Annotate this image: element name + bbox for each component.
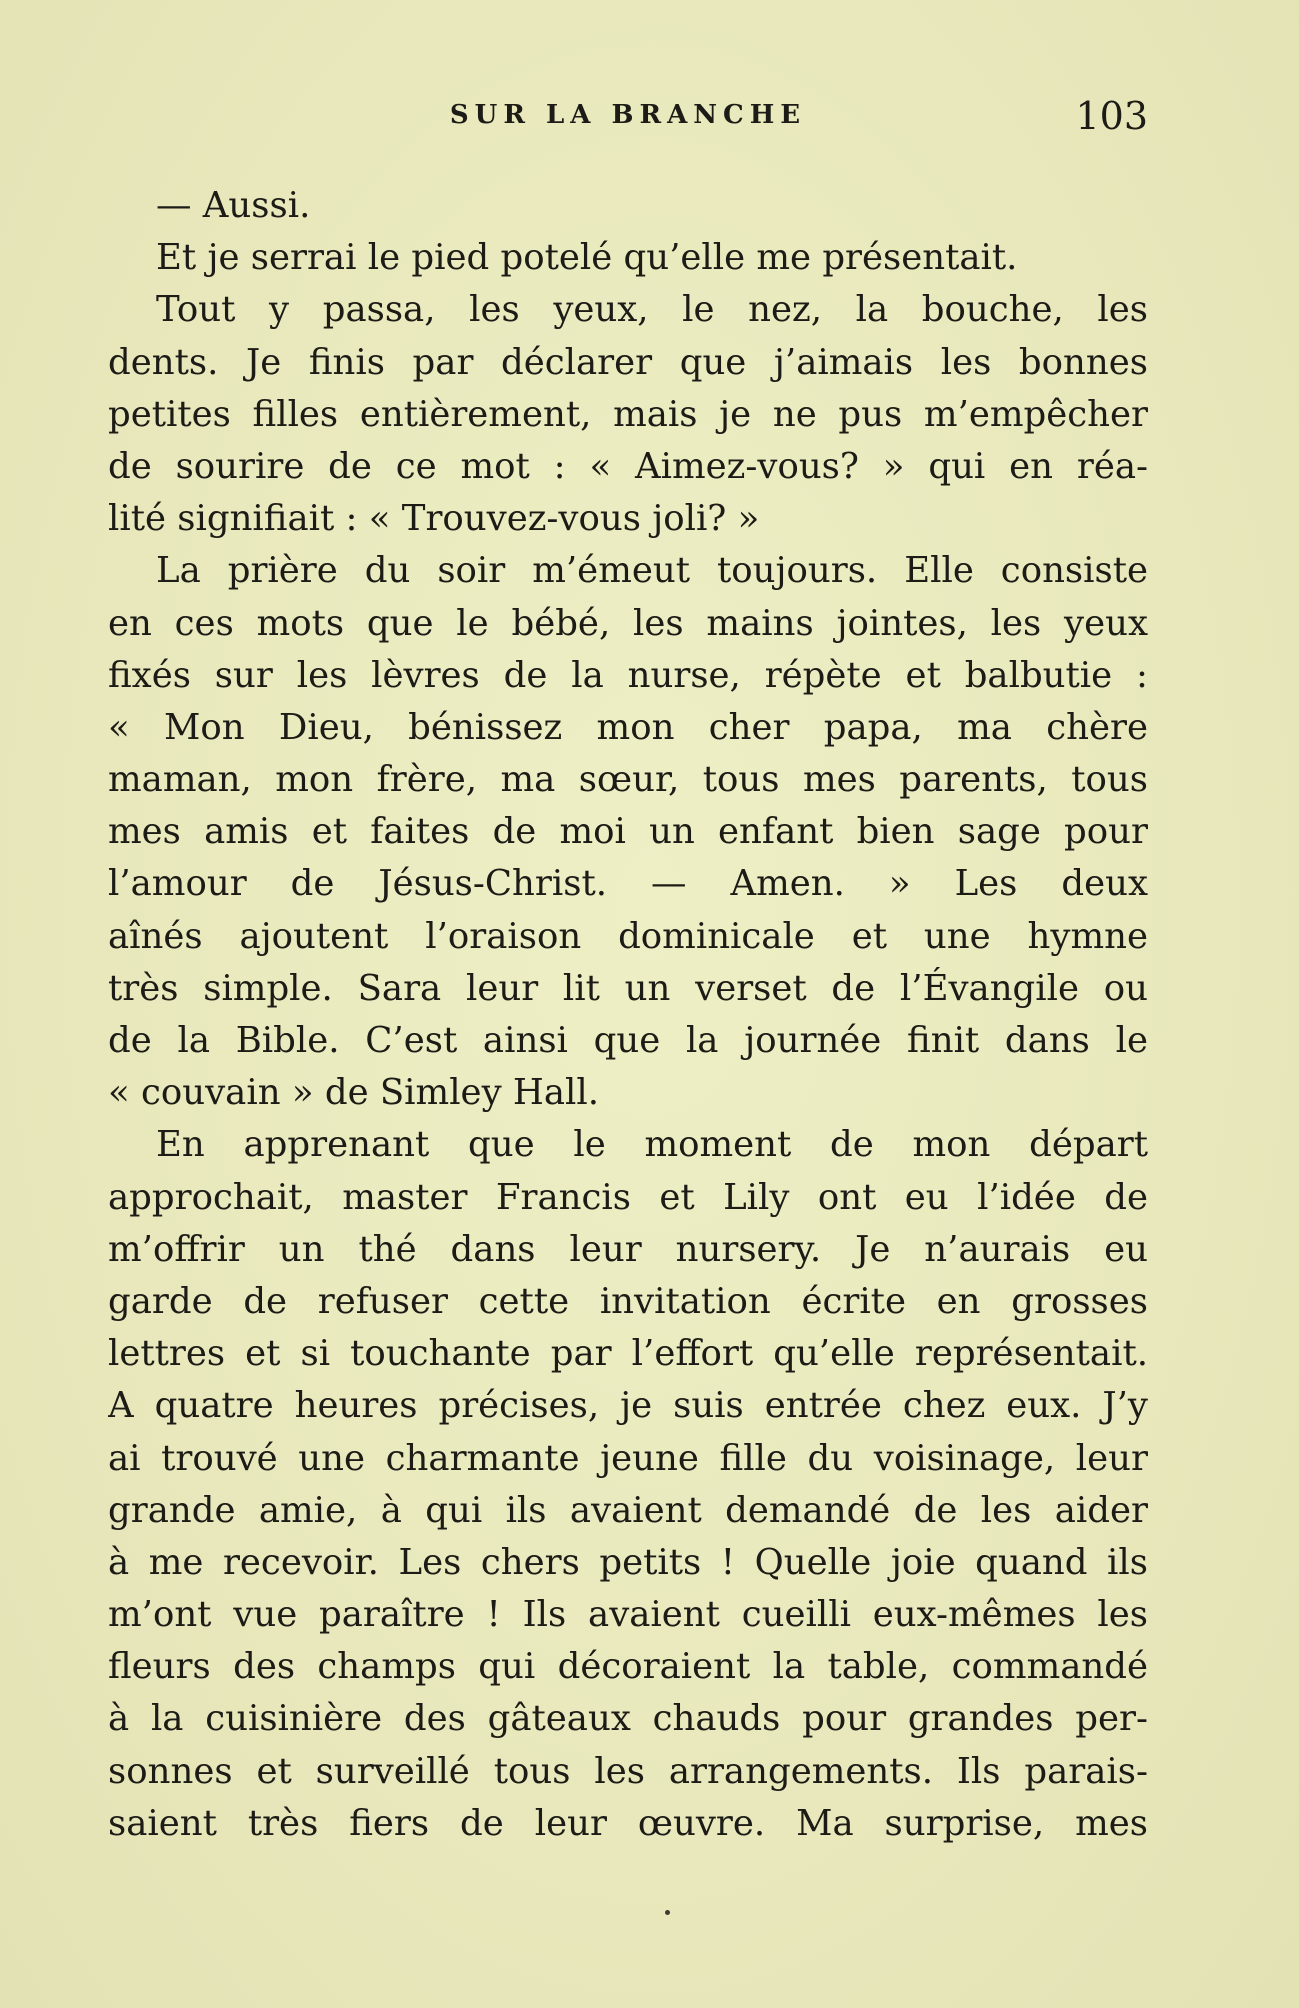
text-line: petites filles entièrement, mais je ne pus m’empêcher [108, 393, 1148, 435]
text-line: à me recevoir. Les chers petits ! Quelle joie quand ils [108, 1541, 1148, 1583]
text-line: de sourire de ce mot : « Aimez-vous? » qui en réa- [108, 445, 1148, 487]
body-text [108, 180, 1148, 1850]
running-title: SUR LA BRANCHE [449, 100, 807, 130]
text-line: A quatre heures précises, je suis entrée chez eux. J’y [108, 1385, 1148, 1427]
text-line: lité signifiait : « Trouvez-vous joli? » [108, 498, 760, 540]
text-line: fixés sur les lèvres de la nurse, répète et balbutie : [108, 654, 1148, 696]
text-line: maman, mon frère, ma sœur, tous mes parents, tous [108, 759, 1148, 801]
text-line: sonnes et surveillé tous les arrangements. Ils parais- [108, 1750, 1148, 1792]
text-line: à la cuisinière des gâteaux chauds pour grandes per- [108, 1698, 1148, 1740]
text-line: de la Bible. C’est ainsi que la journée finit dans le [108, 1020, 1148, 1061]
text-line: Tout y passa, les yeux, le nez, la bouche, les [156, 289, 1148, 331]
text-line: en ces mots que le bébé, les mains jointes, les yeux [108, 602, 1148, 644]
text-line: l’amour de Jésus-Christ. — Amen. » Les deux [108, 863, 1148, 905]
page-header [108, 96, 1148, 140]
text-line: m’ont vue paraître ! Ils avaient cueilli eux-mêmes les [108, 1594, 1148, 1636]
text-line: grande amie, à qui ils avaient demandé de les aider [108, 1489, 1148, 1531]
text-line: aînés ajoutent l’oraison dominicale et une hymne [108, 915, 1148, 957]
text-line: lettres et si touchante par l’effort qu’elle représentait. [108, 1333, 1148, 1375]
text-line: approchait, master Francis et Lily ont eu l’idée de [108, 1176, 1148, 1218]
page-number: 103 [1075, 94, 1148, 138]
text-line: fleurs des champs qui décoraient la table, commandé [108, 1646, 1148, 1688]
page-speck [665, 1910, 670, 1915]
text-line: dents. Je finis par déclarer que j’aimais les bonnes [108, 341, 1148, 383]
text-line: — Aussi. [156, 185, 311, 226]
text-line: « couvain » de Simley Hall. [108, 1072, 600, 1114]
text-line: saient très fiers de leur œuvre. Ma surprise, mes [108, 1802, 1148, 1844]
text-line: mes amis et faites de moi un enfant bien sage pour [108, 811, 1148, 853]
text-line: « Mon Dieu, bénissez mon cher papa, ma chère [108, 706, 1148, 748]
text-line: très simple. Sara leur lit un verset de l’Évangile ou [108, 967, 1148, 1009]
text-line: La prière du soir m’émeut toujours. Elle consiste [156, 550, 1148, 592]
text-line: ai trouvé une charmante jeune fille du voisinage, leur [108, 1437, 1148, 1479]
text-line: Et je serrai le pied potelé qu’elle me présentait. [156, 237, 1018, 279]
text-line: garde de refuser cette invitation écrite en grosses [108, 1280, 1148, 1322]
text-line: En apprenant que le moment de mon départ [156, 1124, 1148, 1166]
text-line: m’offrir un thé dans leur nursery. Je n’aurais eu [108, 1228, 1148, 1270]
